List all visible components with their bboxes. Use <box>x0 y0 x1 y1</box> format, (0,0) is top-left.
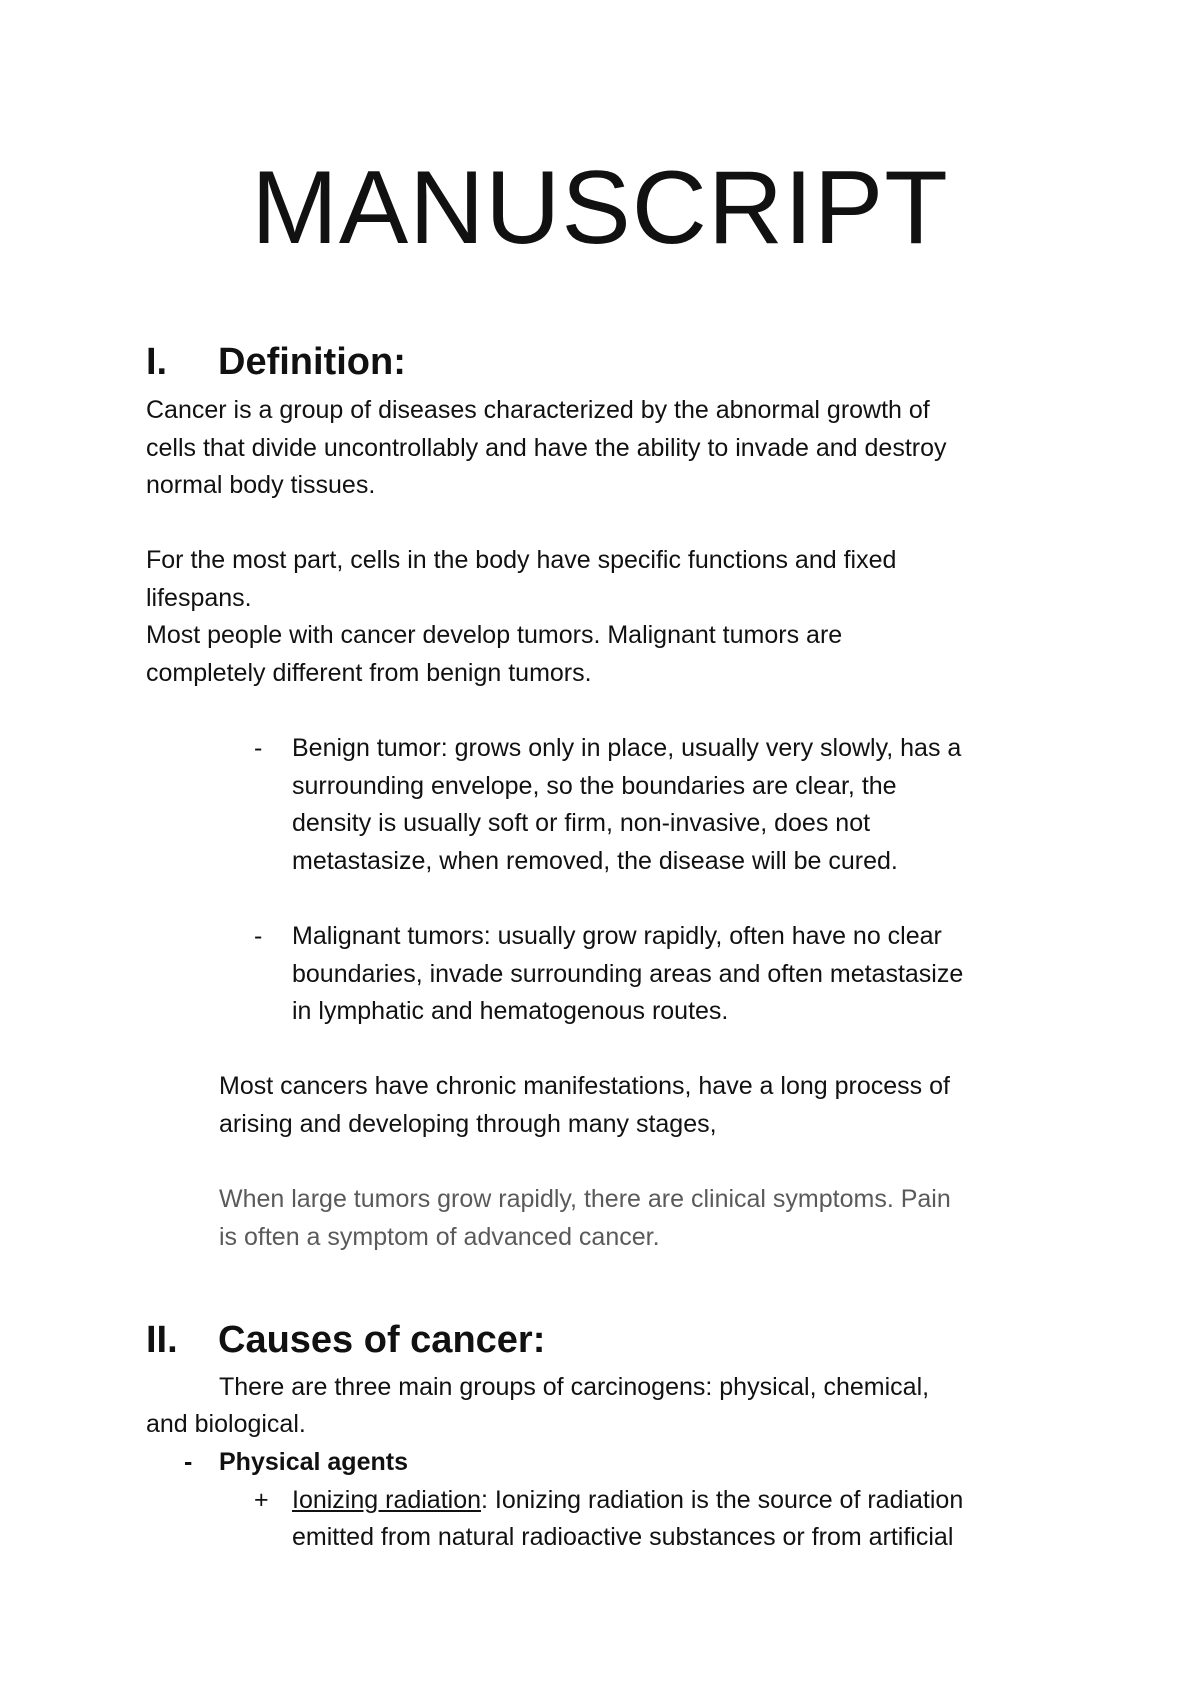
causes-intro-line-2: and biological. <box>146 1410 306 1438</box>
section-2-title: Causes of cancer: <box>218 1319 546 1361</box>
causes-intro-line-1: There are three main groups of carcinogens: physical, chemical, <box>219 1373 930 1401</box>
sub-1-line-2: emitted from natural radioactive substances or from artificial <box>292 1523 954 1551</box>
chronic-line-1: Most cancers have chronic manifestations, have a long process of <box>219 1072 950 1100</box>
tumors-line-2: completely different from benign tumors. <box>146 659 592 687</box>
symptoms-line-2: is often a symptom of advanced cancer. <box>219 1223 660 1251</box>
group-1-title: Physical agents <box>219 1448 408 1476</box>
definition-line-1: Cancer is a group of diseases characterized by the abnormal growth of <box>146 396 930 424</box>
section-1-title: Definition: <box>218 341 406 383</box>
cells-line-1: For the most part, cells in the body have specific functions and fixed <box>146 546 897 574</box>
section-1-heading <box>146 340 406 384</box>
bullet-1-line-3: density is usually soft or firm, non-invasive, does not <box>292 809 871 837</box>
bullet-2-marker: - <box>254 922 263 950</box>
sub-1-line-1 <box>292 1482 963 1520</box>
ionizing-radiation-text: : Ionizing radiation is the source of radiation <box>481 1486 964 1514</box>
bullet-1-line-2: surrounding envelope, so the boundaries are clear, the <box>292 772 897 800</box>
bullet-2-line-2: boundaries, invade surrounding areas and often metastasize <box>292 960 964 988</box>
ionizing-radiation-term: Ionizing radiation <box>292 1486 482 1514</box>
section-2-heading <box>146 1318 545 1362</box>
bullet-2-line-3: in lymphatic and hematogenous routes. <box>292 997 729 1025</box>
document-title: MANUSCRIPT <box>251 150 949 266</box>
cells-line-2: lifespans. <box>146 584 252 612</box>
bullet-1-line-1: Benign tumor: grows only in place, usually very slowly, has a <box>292 734 962 762</box>
chronic-line-2: arising and developing through many stages, <box>219 1110 717 1138</box>
group-1-marker: - <box>184 1448 193 1476</box>
bullet-1-marker: - <box>254 734 263 762</box>
tumors-line-1: Most people with cancer develop tumors. Malignant tumors are <box>146 621 843 649</box>
bullet-2-line-1: Malignant tumors: usually grow rapidly, often have no clear <box>292 922 942 950</box>
symptoms-line-1: When large tumors grow rapidly, there are clinical symptoms. Pain <box>219 1185 951 1213</box>
section-1-number: I. <box>146 341 168 383</box>
section-2-number: II. <box>146 1319 178 1361</box>
sub-1-marker: + <box>254 1486 269 1514</box>
definition-line-2: cells that divide uncontrollably and have the ability to invade and destroy <box>146 434 947 462</box>
definition-line-3: normal body tissues. <box>146 471 376 499</box>
bullet-1-line-4: metastasize, when removed, the disease will be cured. <box>292 847 898 875</box>
